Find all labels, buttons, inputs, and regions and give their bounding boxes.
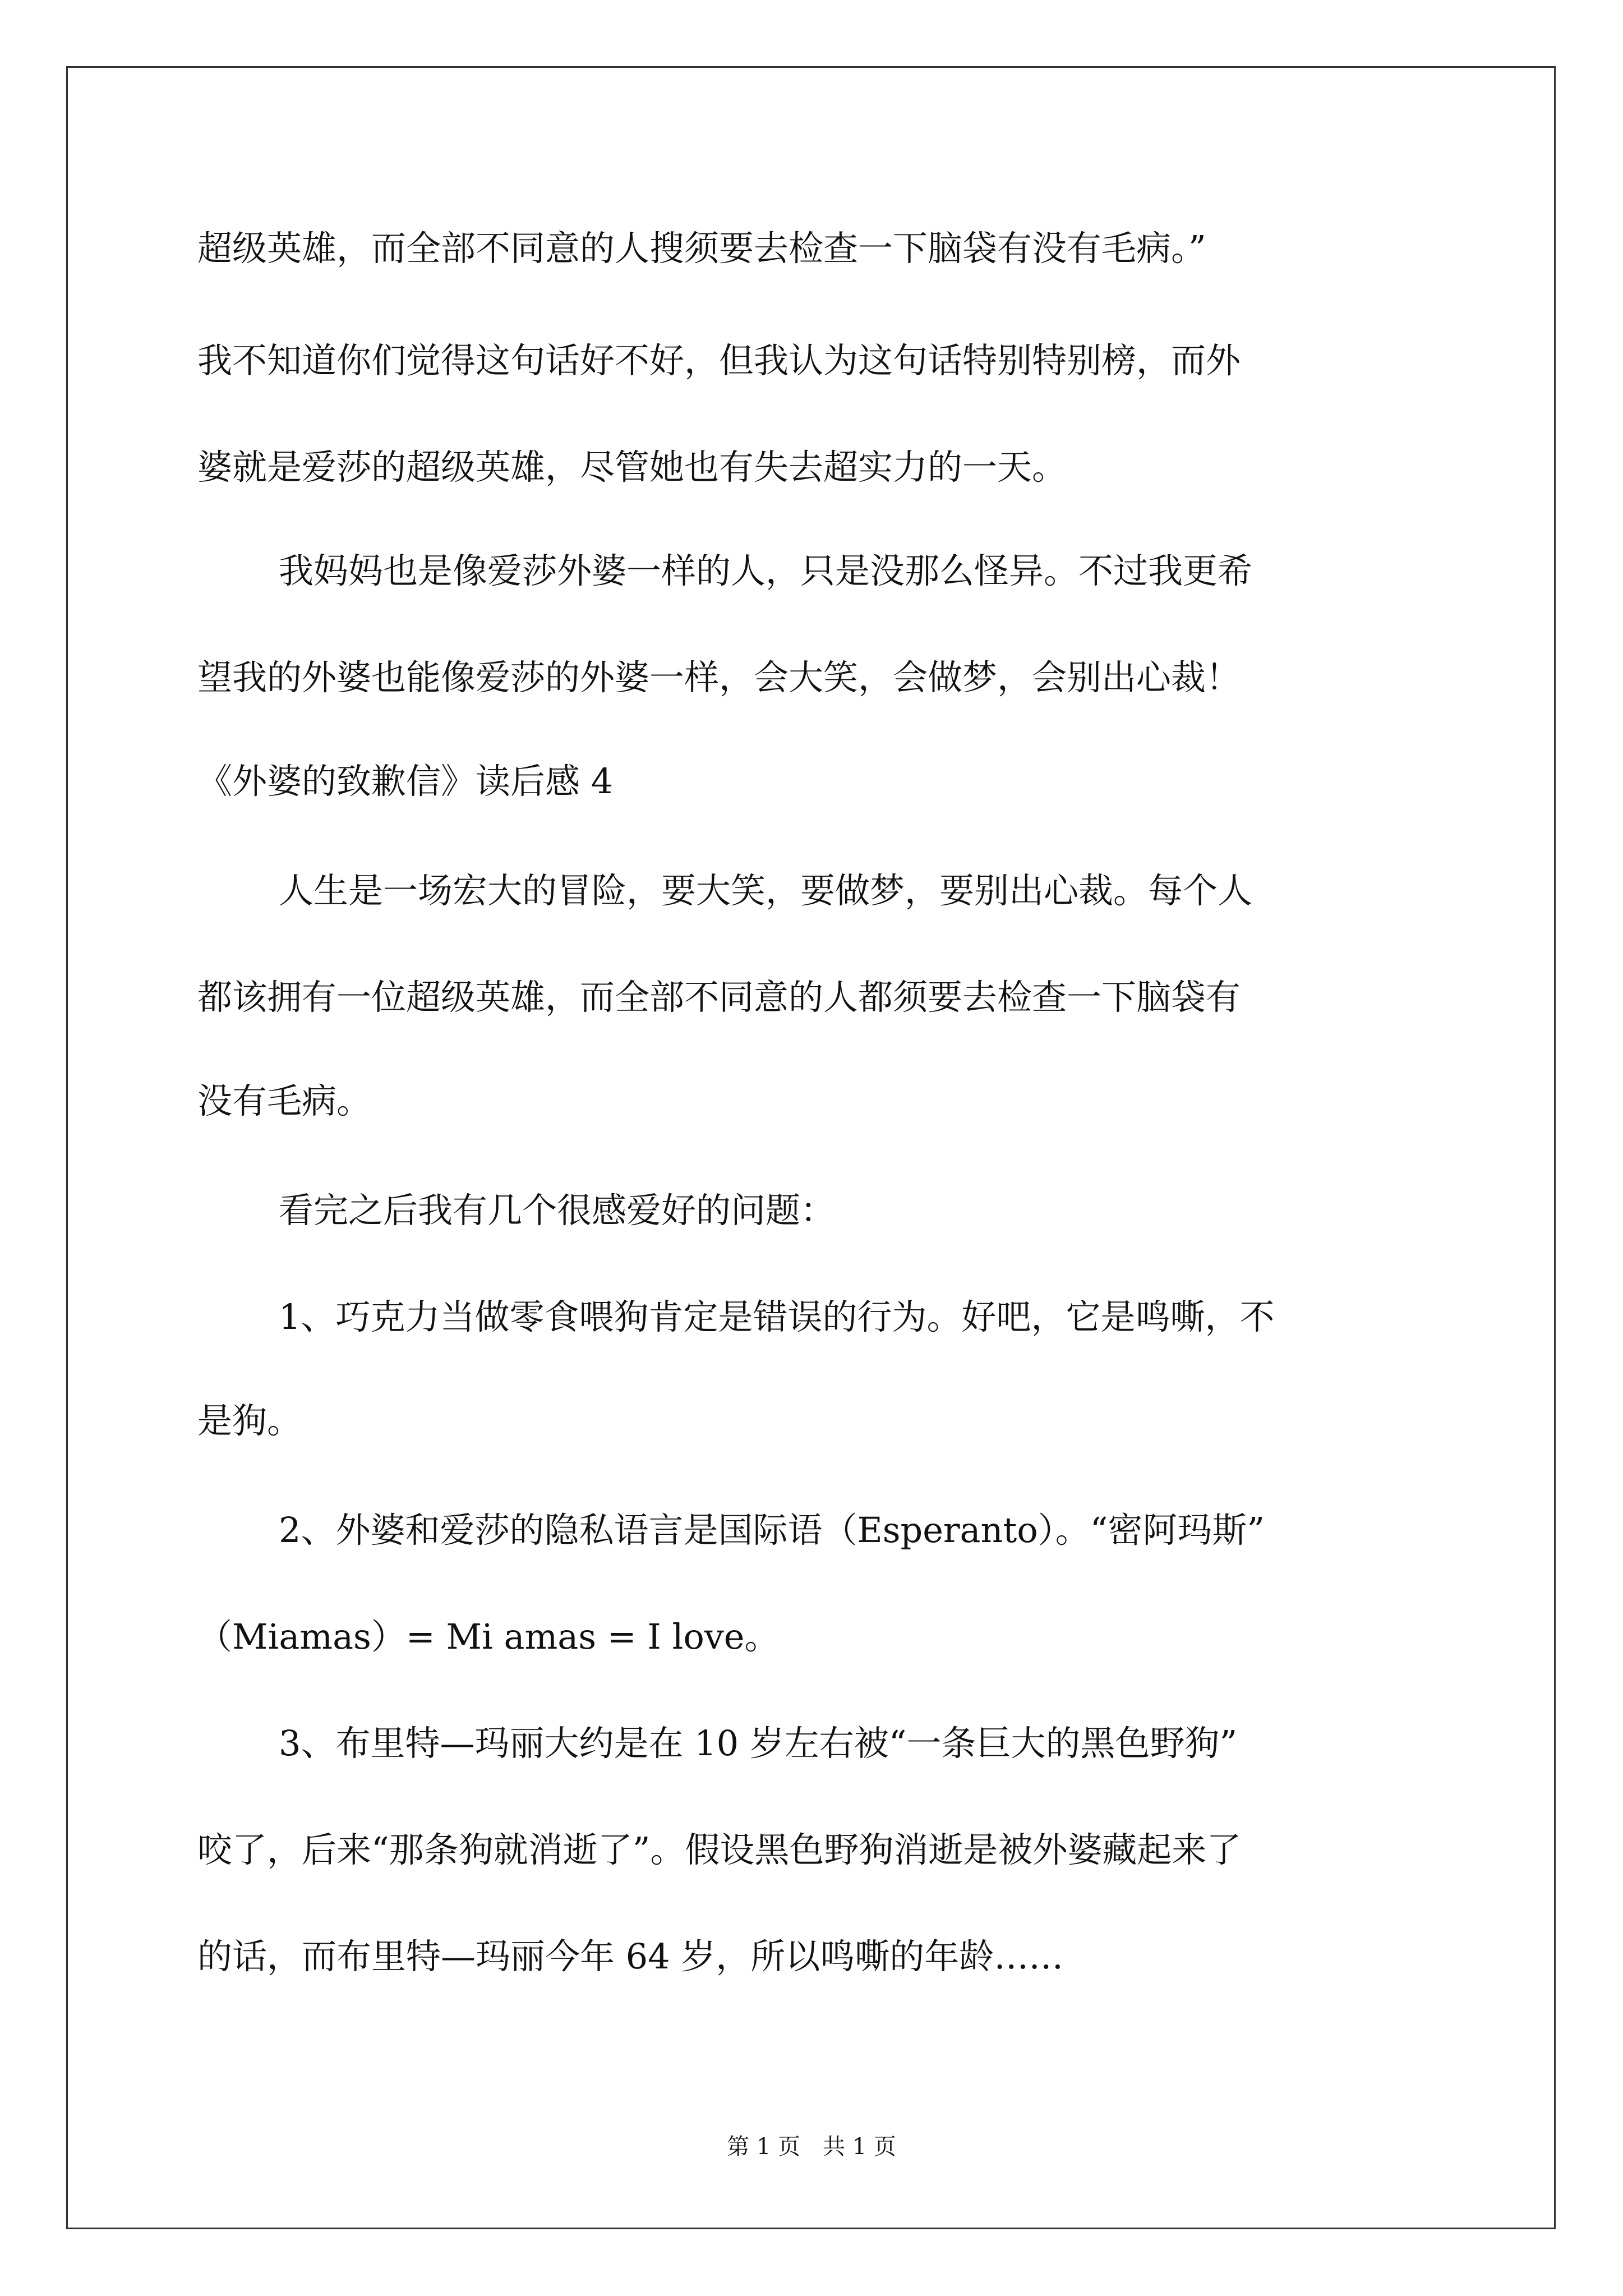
list-item-line: 2、外婆和爱莎的隐私语言是国际语（Esperanto）。“密阿玛斯” [279,1510,1265,1550]
text-line: （Miamas）= Mi amas = I love。 [197,1616,780,1657]
text-line: 没有毛病。 [197,1080,372,1121]
list-item-line: 1、巧克力当做零食喂狗肯定是错误的行为。好吧，它是鸣嘶，不 [279,1296,1275,1337]
page-border [66,66,1556,2229]
page-number-footer: 第 1 页 共 1 页 [727,2134,896,2160]
section-heading: 《外婆的致歉信》读后感 4 [197,761,614,802]
text-line: 超级英雄，而全部不同意的人搜须要去检查一下脑袋有没有毛病。” [197,228,1206,269]
text-line: 望我的外婆也能像爱莎的外婆一样，会大笑，会做梦，会别出心裁！ [197,657,1241,698]
paragraph-start-line: 人生是一场宏大的冒险，要大笑，要做梦，要别出心裁。每个人 [279,870,1253,911]
text-line: 咬了，后来“那条狗就消逝了”。假设黑色野狗消逝是被外婆藏起来了 [197,1829,1242,1870]
text-line: 的话，而布里特—玛丽今年 64 岁，所以鸣嘶的年龄…… [197,1936,1064,1977]
list-item-line: 3、布里特—玛丽大约是在 10 岁左右被“一条巨大的黑色野狗” [279,1723,1238,1764]
text-line: 都该拥有一位超级英雄，而全部不同意的人都须要去检查一下脑袋有 [197,977,1241,1018]
paragraph-start-line: 看完之后我有几个很感爱好的问题： [279,1190,836,1231]
paragraph-start-line: 我妈妈也是像爱莎外婆一样的人，只是没那么怪异。不过我更希 [279,550,1253,591]
text-line: 是狗。 [197,1400,302,1441]
text-line: 我不知道你们觉得这句话好不好，但我认为这句话特别特别榜，而外 [197,340,1241,381]
text-line: 婆就是爱莎的超级英雄，尽管她也有失去超实力的一天。 [197,447,1067,487]
